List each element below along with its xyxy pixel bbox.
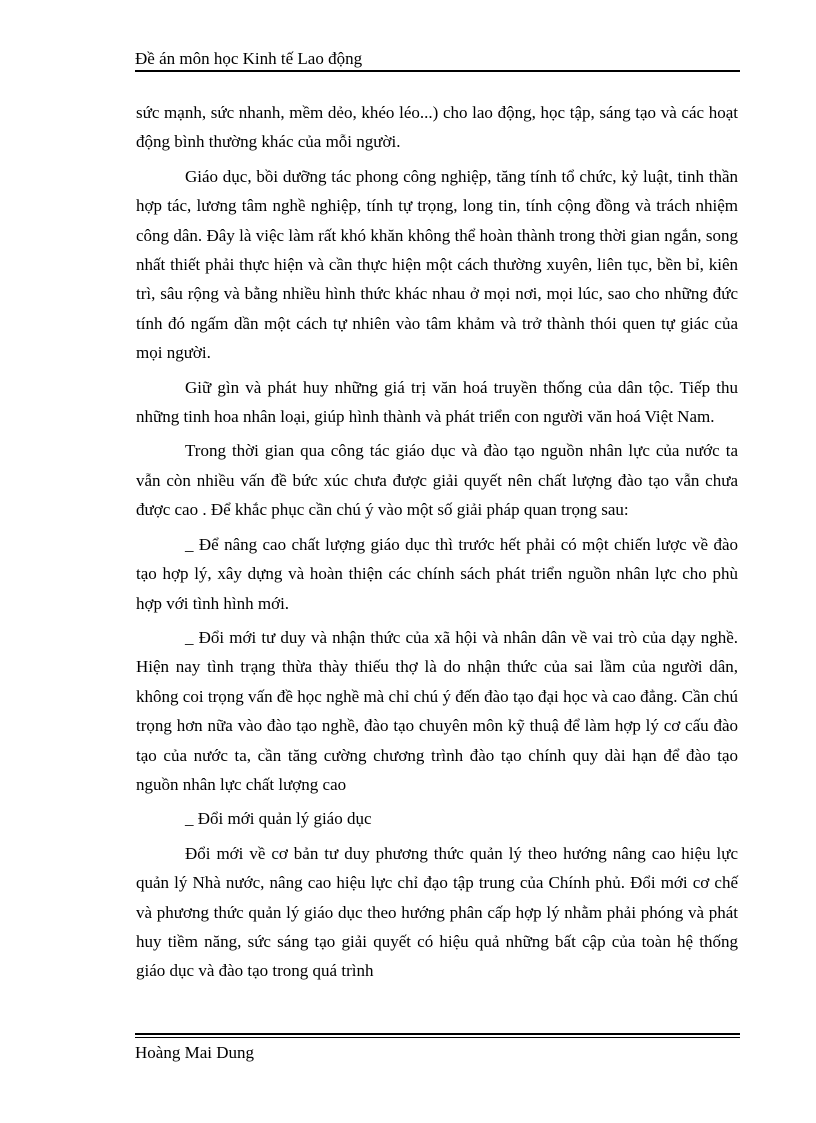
paragraph-continuation: sức mạnh, sức nhanh, mềm dẻo, khéo léo...) cho lao động, học tập, sáng tạo và các hoạt động bình thường khác của mỗi người.	[136, 103, 738, 152]
paragraph-management-reform: Đổi mới về cơ bản tư duy phương thức quản lý theo hướng nâng cao hiệu lực quản lý Nhà nước, nâng cao hiệu lực chỉ đạo tập trung của Chính phủ. Đổi mới cơ chế và phương thức quản lý giáo dục theo hướng phân cấp hợp lý nhằm phải phóng và phát huy tiềm năng, sức sáng tạo giải quyết có hiệu quả những bất cập của toàn hệ thống giáo dục và đào tạo trong quá trình	[136, 843, 738, 981]
header-rule	[135, 70, 740, 72]
footer-rule-thin	[135, 1037, 740, 1038]
paragraph-management-heading: _ Đổi mới quản lý giáo dục	[185, 809, 372, 829]
paragraph-training-strategy: _ Để nâng cao chất lượng giáo dục thì trước hết phải có một chiến lược về đào tạo hợp lý, xây dựng và hoàn thiện các chính sách phát triển nguồn nhân lực cho phù hợp với tình hình mới.	[136, 534, 738, 613]
footer-author: Hoàng Mai Dung	[135, 1043, 254, 1062]
paragraph-work-ethic: Giáo dục, bồi dưỡng tác phong công nghiệp, tăng tính tổ chức, kỷ luật, tinh thần hợp tác, lương tâm nghề nghiệp, tính tự trọng, long tin, tính cộng đồng và trách nhiệm công dân. Đây là việc làm rất khó khăn không thể hoàn thành trong thời gian ngắn, song nhất thiết phải thực hiện và cần thực hiện một cách thường xuyên, liên tục, bền bỉ, kiên trì, sâu rộng và bằng nhiều hình thức khác nhau ở mọi nơi, mọi lúc, sao cho những đức tính đó ngấm dần một cách tự nhiên vào tâm khảm và trở thành thói quen tự giác của mọi người.	[136, 166, 738, 363]
page-header	[135, 48, 740, 74]
footer-rule-thick	[135, 1033, 740, 1035]
paragraph-cultural-values: Giữ gìn và phát huy những giá trị văn hoá truyền thống của dân tộc. Tiếp thu những tinh hoa nhân loại, giúp hình thành và phát triển con người văn hoá Việt Nam.	[136, 377, 738, 427]
paragraph-current-issues: Trong thời gian qua công tác giáo dục và đào tạo nguồn nhân lực của nước ta vẫn còn nhiều vấn đề bức xúc chưa được giải quyết nên chất lượng đào tạo vẫn chưa được cao . Để khắc phục cần chú ý vào một số giải pháp quan trọng sau:	[136, 441, 738, 520]
header-title: Đề án môn học Kinh tế Lao động	[135, 49, 363, 68]
paragraph-vocational-awareness: _ Đổi mới tư duy và nhận thức của xã hội và nhân dân về vai trò của dạy nghề. Hiện nay tình trạng thừa thày thiếu thợ là do nhận thức của sai lầm của người dân, không coi trọng vấn đề học nghề mà chỉ chú ý đến đào tạo đại học và cao đẳng. Cần chú trọng hơn nữa vào đào tạo nghề, đào tạo chuyên môn kỹ thuậ để làm hợp lý cơ cấu đào tạo của nước ta, cần tăng cường chương trình đào tạo chính quy dài hạn để đào tạo nguồn nhân lực chất lượng cao	[136, 627, 738, 794]
document-body	[136, 98, 738, 991]
